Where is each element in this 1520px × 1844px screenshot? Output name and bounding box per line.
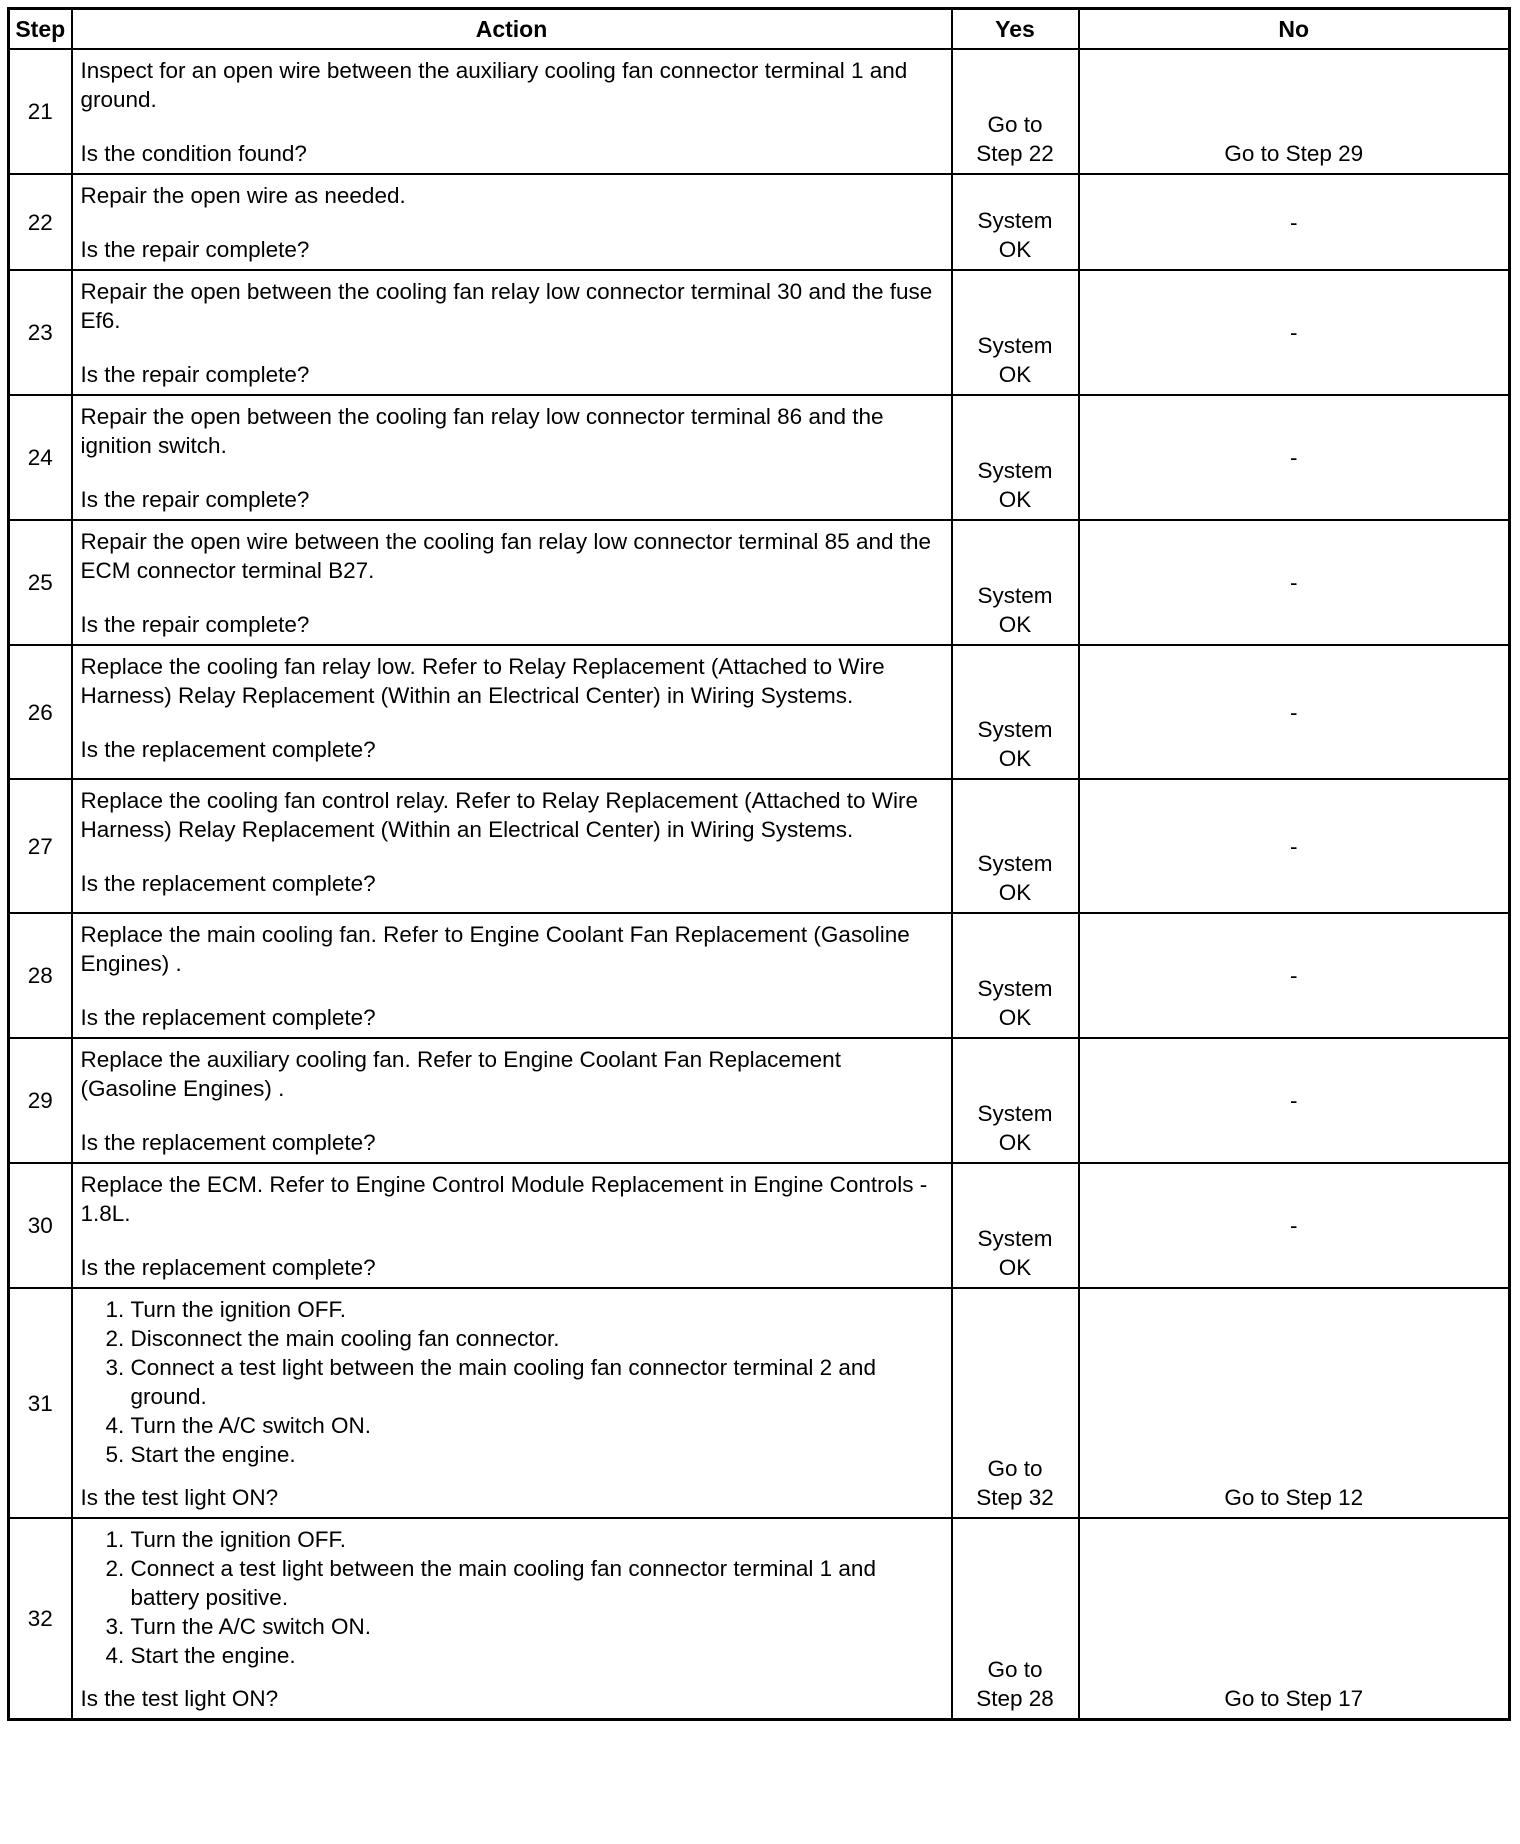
yes-result-line: System xyxy=(977,1101,1053,1126)
yes-result-line: Step 22 xyxy=(976,141,1054,166)
action-text: Repair the open between the cooling fan relay low connector terminal 86 and the ignition switch. xyxy=(80,404,884,458)
yes-result xyxy=(977,974,1052,1032)
yes-result xyxy=(977,1224,1052,1282)
yes-result-line: Step 28 xyxy=(976,1686,1054,1711)
step-number: 23 xyxy=(9,270,72,395)
table-row xyxy=(9,1163,1510,1288)
no-result: Go to Step 12 xyxy=(1079,1288,1510,1518)
action-step-item: 1. Turn the ignition OFF. xyxy=(131,1525,943,1554)
yes-result xyxy=(976,1454,1054,1512)
yes-result xyxy=(976,1655,1054,1713)
table-row xyxy=(9,645,1510,779)
action-cell xyxy=(72,270,952,395)
yes-result-line: System xyxy=(977,976,1053,1001)
action-text: Replace the main cooling fan. Refer to Engine Coolant Fan Replacement (Gasoline Engines) . xyxy=(80,922,910,976)
action-step-item: 3. Turn the A/C switch ON. xyxy=(131,1612,943,1641)
action-question: Is the repair complete? xyxy=(80,362,310,387)
action-steps-list xyxy=(81,1295,943,1469)
yes-result-line: Go to xyxy=(987,1456,1043,1481)
yes-result xyxy=(977,331,1052,389)
action-cell xyxy=(72,49,952,174)
action-text: Replace the auxiliary cooling fan. Refer to Engine Coolant Fan Replacement (Gasoline Engines) . xyxy=(80,1047,841,1101)
action-question: Is the test light ON? xyxy=(80,1686,279,1711)
action-cell xyxy=(72,913,952,1038)
yes-cell xyxy=(952,779,1079,913)
action-cell xyxy=(72,645,952,779)
yes-result-line: OK xyxy=(998,880,1032,905)
diagnostic-table xyxy=(7,7,1511,1721)
yes-result-line: OK xyxy=(998,1005,1032,1030)
action-cell xyxy=(72,174,952,270)
yes-result xyxy=(977,1099,1052,1157)
yes-cell xyxy=(952,174,1079,270)
yes-result-line: System xyxy=(977,717,1053,742)
table-row xyxy=(9,49,1510,174)
action-text: Replace the ECM. Refer to Engine Control Module Replacement in Engine Controls - 1.8L. xyxy=(80,1172,928,1226)
yes-cell xyxy=(952,395,1079,520)
yes-result xyxy=(977,581,1052,639)
yes-result xyxy=(977,849,1052,907)
action-step-item: 4. Turn the A/C switch ON. xyxy=(131,1411,943,1440)
action-step-item: 4. Start the engine. xyxy=(131,1641,943,1670)
yes-result-line: Go to xyxy=(987,112,1043,137)
action-step-item: 1. Turn the ignition OFF. xyxy=(131,1295,943,1324)
action-text: Repair the open wire between the cooling fan relay low connector terminal 85 and the ECM connector terminal B27. xyxy=(80,529,932,583)
no-result: - xyxy=(1079,1163,1510,1288)
no-result: - xyxy=(1079,520,1510,645)
yes-cell xyxy=(952,1288,1079,1518)
no-result: Go to Step 17 xyxy=(1079,1518,1510,1720)
yes-result-line: System xyxy=(977,583,1053,608)
action-question: Is the replacement complete? xyxy=(80,1005,376,1030)
step-number: 32 xyxy=(9,1518,72,1720)
yes-result-line: Go to xyxy=(987,1657,1043,1682)
no-result: - xyxy=(1079,779,1510,913)
action-steps-list xyxy=(81,1525,943,1670)
no-result: - xyxy=(1079,395,1510,520)
yes-cell xyxy=(952,1038,1079,1163)
action-cell xyxy=(72,779,952,913)
no-result: - xyxy=(1079,645,1510,779)
header-row xyxy=(9,9,1510,50)
action-text: Inspect for an open wire between the auxiliary cooling fan connector terminal 1 and ground. xyxy=(80,58,908,112)
action-question: Is the replacement complete? xyxy=(80,1255,376,1280)
no-result: - xyxy=(1079,270,1510,395)
table-row xyxy=(9,520,1510,645)
yes-result-line: OK xyxy=(998,1255,1032,1280)
action-step-item: 3. Connect a test light between the main cooling fan connector terminal 2 and ground. xyxy=(131,1353,943,1411)
step-number: 21 xyxy=(9,49,72,174)
yes-cell xyxy=(952,520,1079,645)
action-step-item: 2. Connect a test light between the main cooling fan connector terminal 1 and battery positive. xyxy=(131,1554,943,1612)
action-question: Is the replacement complete? xyxy=(80,737,376,762)
yes-cell xyxy=(952,913,1079,1038)
yes-result-line: OK xyxy=(998,487,1032,512)
no-result: - xyxy=(1079,1038,1510,1163)
table-header xyxy=(9,9,1510,50)
action-question: Is the repair complete? xyxy=(80,237,310,262)
yes-result xyxy=(977,715,1052,773)
yes-result-line: OK xyxy=(998,746,1032,771)
action-cell xyxy=(72,1038,952,1163)
yes-result xyxy=(976,110,1054,168)
yes-cell xyxy=(952,1163,1079,1288)
yes-result-line: System xyxy=(977,208,1053,233)
action-question: Is the replacement complete? xyxy=(80,1130,376,1155)
yes-result xyxy=(977,206,1052,264)
yes-cell xyxy=(952,270,1079,395)
no-result: Go to Step 29 xyxy=(1079,49,1510,174)
no-result: - xyxy=(1079,174,1510,270)
step-number: 26 xyxy=(9,645,72,779)
action-cell xyxy=(72,1518,952,1720)
yes-result-line: System xyxy=(977,458,1053,483)
table-row xyxy=(9,270,1510,395)
step-number: 25 xyxy=(9,520,72,645)
yes-result-line: System xyxy=(977,333,1053,358)
yes-result-line: System xyxy=(977,851,1053,876)
yes-result xyxy=(977,456,1052,514)
yes-result-line: OK xyxy=(998,1130,1032,1155)
step-number: 29 xyxy=(9,1038,72,1163)
step-number: 27 xyxy=(9,779,72,913)
action-text: Repair the open wire as needed. xyxy=(80,183,406,208)
action-cell xyxy=(72,1163,952,1288)
header-no: No xyxy=(1079,9,1510,50)
table-body xyxy=(9,49,1510,1720)
yes-result-line: OK xyxy=(998,362,1032,387)
step-number: 28 xyxy=(9,913,72,1038)
action-question: Is the repair complete? xyxy=(80,612,310,637)
action-question: Is the repair complete? xyxy=(80,487,310,512)
action-cell xyxy=(72,1288,952,1518)
action-cell xyxy=(72,520,952,645)
yes-result-line: Step 32 xyxy=(976,1485,1054,1510)
table-row xyxy=(9,1518,1510,1720)
yes-cell xyxy=(952,1518,1079,1720)
action-cell xyxy=(72,395,952,520)
header-action: Action xyxy=(72,9,952,50)
table-row xyxy=(9,1038,1510,1163)
step-number: 22 xyxy=(9,174,72,270)
no-result: - xyxy=(1079,913,1510,1038)
yes-cell xyxy=(952,645,1079,779)
step-number: 31 xyxy=(9,1288,72,1518)
yes-cell xyxy=(952,49,1079,174)
step-number: 30 xyxy=(9,1163,72,1288)
yes-result-line: OK xyxy=(998,237,1032,262)
header-step: Step xyxy=(9,9,72,50)
table-row xyxy=(9,174,1510,270)
action-text: Repair the open between the cooling fan relay low connector terminal 30 and the fuse Ef6. xyxy=(80,279,933,333)
action-text: Replace the cooling fan relay low. Refer to Relay Replacement (Attached to Wire Harness) Relay Replacement (Within an Electrical Center) in Wiring Systems. xyxy=(80,654,885,708)
step-number: 24 xyxy=(9,395,72,520)
yes-result-line: System xyxy=(977,1226,1053,1251)
action-text: Replace the cooling fan control relay. Refer to Relay Replacement (Attached to Wire Harness) Relay Replacement (Within an Electrical Center) in Wiring Systems. xyxy=(80,788,918,842)
table-row xyxy=(9,1288,1510,1518)
table-row xyxy=(9,913,1510,1038)
table-row xyxy=(9,395,1510,520)
action-step-item: 5. Start the engine. xyxy=(131,1440,943,1469)
action-question: Is the test light ON? xyxy=(80,1485,279,1510)
header-yes: Yes xyxy=(952,9,1079,50)
action-step-item: 2. Disconnect the main cooling fan connector. xyxy=(131,1324,943,1353)
yes-result-line: OK xyxy=(998,612,1032,637)
action-question: Is the condition found? xyxy=(80,141,307,166)
action-question: Is the replacement complete? xyxy=(80,871,376,896)
table-row xyxy=(9,779,1510,913)
